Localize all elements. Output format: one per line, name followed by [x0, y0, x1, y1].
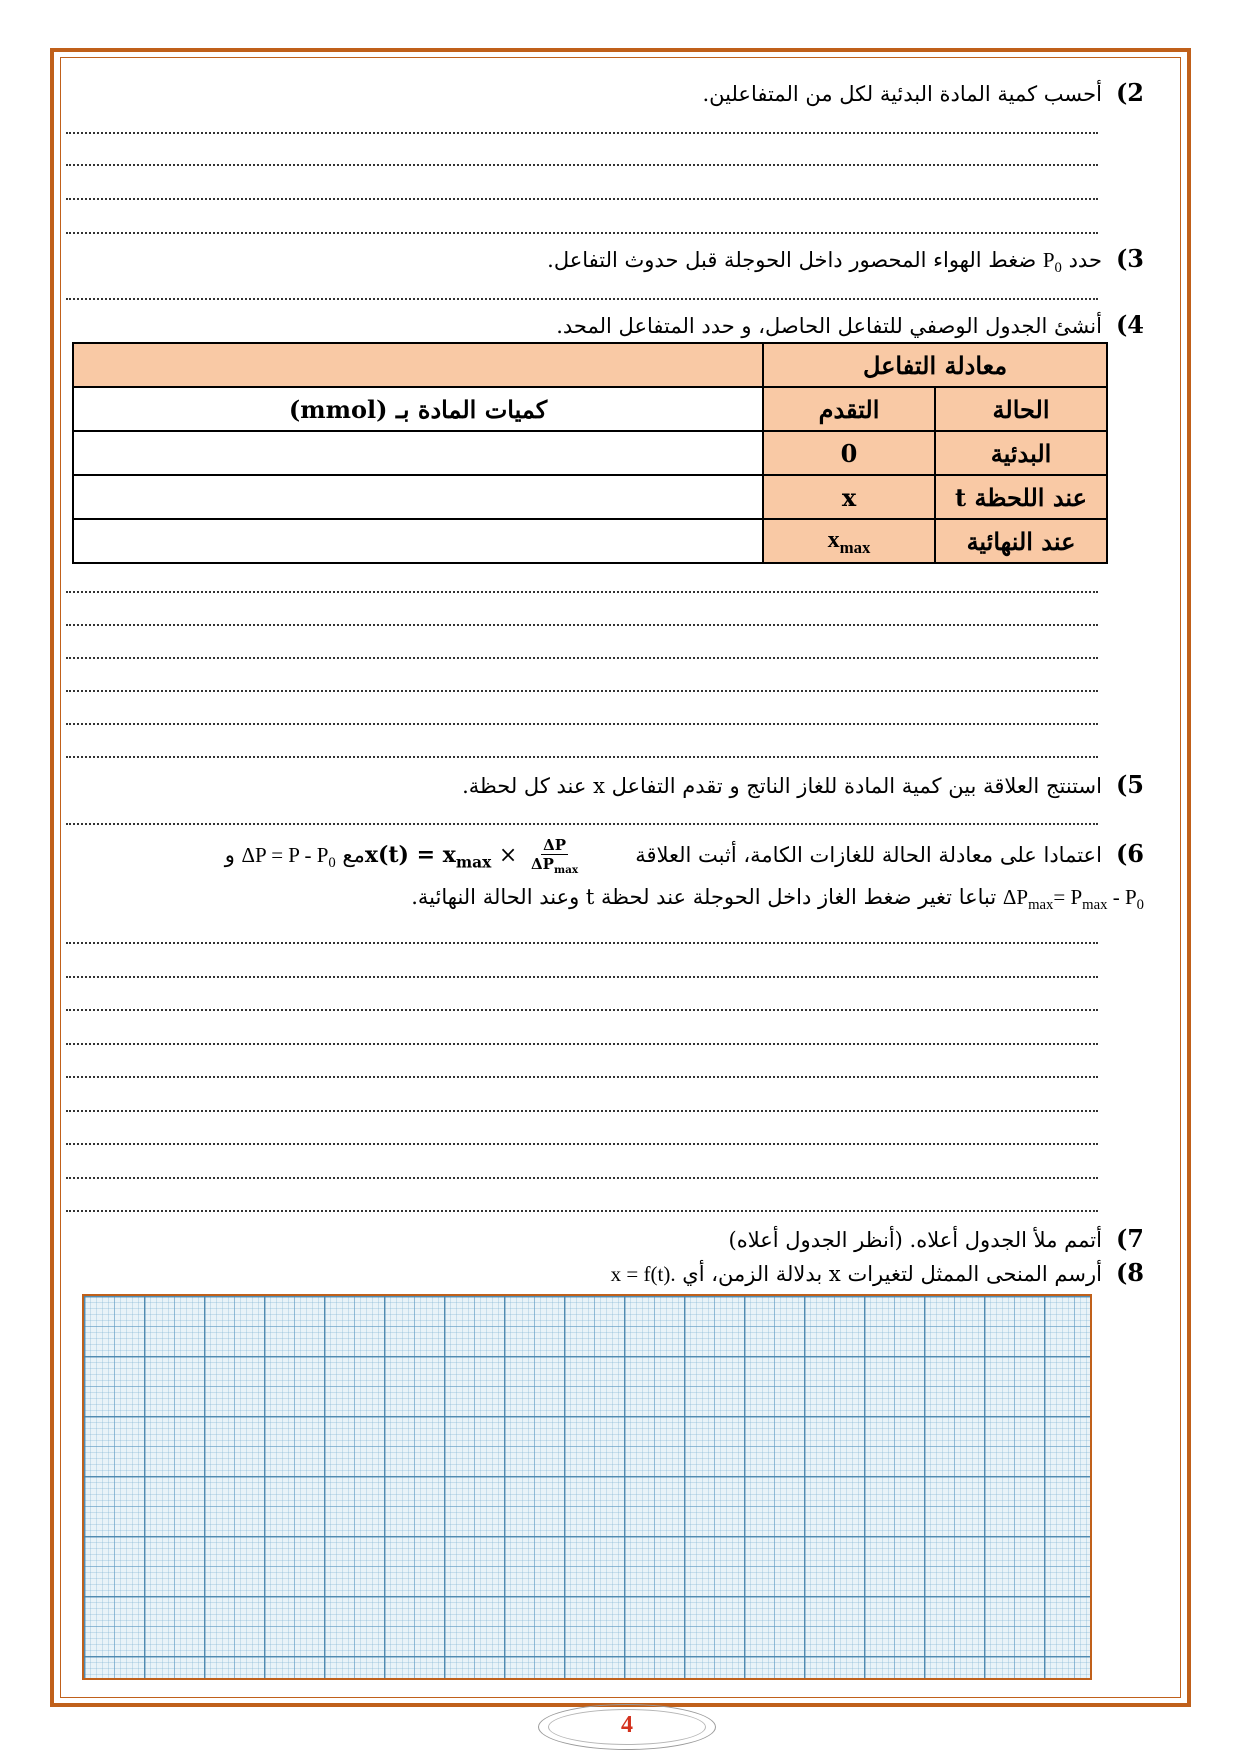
answer-line[interactable]	[66, 624, 1098, 626]
progress-cell: x	[763, 475, 935, 519]
delta-p-formula: $\Delta P = P - P_0$	[241, 843, 336, 872]
answer-line[interactable]	[66, 132, 1098, 134]
question-8	[611, 1258, 1144, 1287]
question-6-line-2	[411, 885, 1144, 914]
delta-pmax-formula: $\Delta P_{max}= P_{max} - P_0$	[1002, 885, 1144, 914]
question-6	[225, 836, 1144, 876]
question-text: أنشئ الجدول الوصفي للتفاعل الحاصل، و حدد المتفاعل المحد.	[556, 314, 1102, 338]
table-row	[73, 519, 1107, 563]
state-cell: عند اللحظة t	[935, 475, 1107, 519]
quantities-cell[interactable]	[73, 431, 763, 475]
question-text: أحسب كمية المادة البدئية لكل من المتفاعلين.	[702, 82, 1102, 106]
question-number: (6	[1115, 839, 1144, 868]
progress-formula: $x(t) = x_{max}$ × $\frac{\Delta P}{\Delta P_{max}}$	[364, 836, 579, 876]
question-text: أرسم المنحى الممثل لتغيرات x بدلالة الزمن، أي x = f(t).	[610, 1262, 1102, 1286]
question-number: (3	[1115, 244, 1144, 273]
answer-line[interactable]	[66, 690, 1098, 692]
answer-line[interactable]	[66, 298, 1098, 300]
state-cell: عند النهائية	[935, 519, 1107, 563]
answer-line[interactable]	[66, 164, 1098, 166]
quantities-cell[interactable]	[73, 519, 763, 563]
question-number: (4	[1115, 310, 1144, 339]
question-2	[702, 78, 1144, 107]
answer-line[interactable]	[66, 723, 1098, 725]
table-row	[73, 343, 1107, 387]
answer-line[interactable]	[66, 1110, 1098, 1112]
question-4	[556, 310, 1144, 339]
page-number: 4	[621, 1712, 633, 1738]
answer-line[interactable]	[66, 1143, 1098, 1145]
p0-symbol: $P_0$	[1042, 248, 1062, 277]
answer-line[interactable]	[66, 1076, 1098, 1078]
quantities-cell[interactable]	[73, 475, 763, 519]
question-5	[462, 770, 1144, 799]
question-7	[729, 1224, 1144, 1253]
graph-paper[interactable]	[82, 1294, 1092, 1680]
answer-line[interactable]	[66, 198, 1098, 200]
equation-cell[interactable]	[73, 343, 763, 387]
table-row	[73, 431, 1107, 475]
question-text: حدد $P_0$ ضغط الهواء المحصور داخل الحوجلة قبل حدوث التفاعل.	[547, 248, 1102, 277]
progress-cell: $x_{max}$	[763, 519, 935, 563]
progress-cell: 0	[763, 431, 935, 475]
answer-line[interactable]	[66, 1210, 1098, 1212]
state-cell: البدئية	[935, 431, 1107, 475]
answer-line[interactable]	[66, 591, 1098, 593]
question-3	[547, 244, 1144, 277]
question-text: استنتج العلاقة بين كمية المادة للغاز الناتج و تقدم التفاعل x عند كل لحظة.	[462, 774, 1102, 798]
answer-line[interactable]	[66, 942, 1098, 944]
question-text: اعتمادا على معادلة الحالة للغازات الكامة، أثبت العلاقة $x(t) = x_{max}$ × $\frac{\Delta P}{\Delta P_{max}}$ مع $\Delta P = P - P_0$ و	[224, 836, 1102, 876]
answer-line[interactable]	[66, 657, 1098, 659]
question-number: (5	[1115, 770, 1144, 799]
equation-header: معادلة التفاعل	[763, 343, 1107, 387]
answer-line[interactable]	[66, 1177, 1098, 1179]
answer-line[interactable]	[66, 1043, 1098, 1045]
table-row	[73, 475, 1107, 519]
answer-line[interactable]	[66, 1009, 1098, 1011]
question-text: $\Delta P_{max}= P_{max} - P_0$ تباعا تغير ضغط الغاز داخل الحوجلة عند لحظة t وعند الحالة النهائية.	[411, 885, 1144, 914]
answer-line[interactable]	[66, 823, 1098, 825]
state-header: الحالة	[935, 387, 1107, 431]
answer-line[interactable]	[66, 232, 1098, 234]
answer-line[interactable]	[66, 756, 1098, 758]
reaction-table	[72, 342, 1108, 564]
question-number: (8	[1115, 1258, 1144, 1287]
question-number: (7	[1115, 1224, 1144, 1253]
question-text: أتمم ملأ الجدول أعلاه. (أنظر الجدول أعلاه)	[728, 1228, 1102, 1252]
table-row	[73, 387, 1107, 431]
progress-header: التقدم	[763, 387, 935, 431]
question-number: (2	[1115, 78, 1144, 107]
quantities-header: كميات المادة بـ (mmol)	[73, 387, 763, 431]
answer-line[interactable]	[66, 976, 1098, 978]
